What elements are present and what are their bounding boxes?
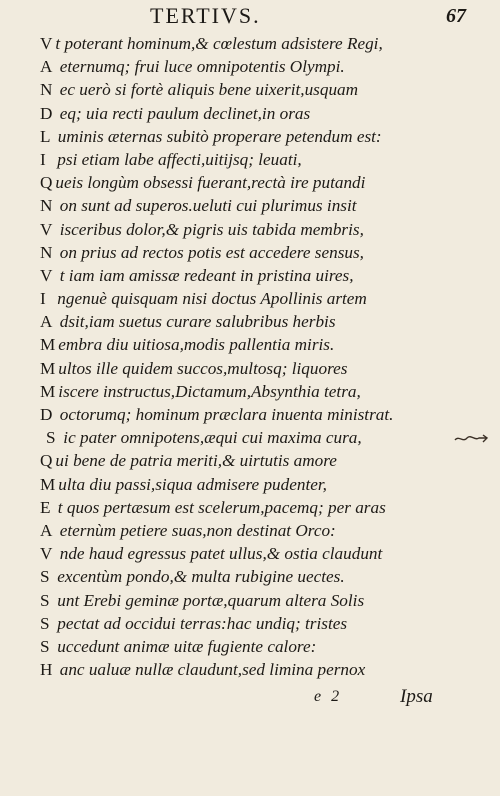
verse-text: ui bene de patria meriti,& uirtutis amore <box>55 451 337 471</box>
verse-line <box>40 171 460 194</box>
verse-block <box>40 32 460 681</box>
verse-initial: M <box>40 474 56 494</box>
verse-text: ec uerò si fortè aliquis bene uixerit,usquam <box>55 80 359 100</box>
verse-line <box>40 380 460 403</box>
verse-initial: N <box>40 80 53 100</box>
page-number: 67 <box>446 5 466 27</box>
verse-line <box>40 519 460 542</box>
verse-text: octorumq; hominum præclara inuenta ministrat. <box>55 405 394 424</box>
verse-initial: D <box>40 103 53 123</box>
verse-text: dsit,iam suetus curare salubribus herbis <box>55 312 336 332</box>
verse-line <box>40 612 460 635</box>
verse-line <box>40 426 460 449</box>
verse-initial: S <box>46 428 56 448</box>
verse-initial: V <box>40 265 53 285</box>
verse-text: uccedunt animæ uitæ fugiente calore: <box>53 636 317 656</box>
verse-text: on prius ad rectos potis est accedere sensus, <box>55 242 364 262</box>
verse-initial: A <box>40 57 53 77</box>
verse-text: unt Erebi geminæ portæ,quarum altera Solis <box>53 590 365 610</box>
verse-initial: I <box>40 149 46 169</box>
verse-initial: E <box>40 497 51 517</box>
verse-initial: A <box>40 520 53 540</box>
verse-line <box>40 565 460 588</box>
page-footer <box>0 686 500 716</box>
verse-text: t poterant hominum,& cœlestum adsistere Regi, <box>55 34 383 53</box>
verse-initial: D <box>40 405 53 424</box>
verse-line <box>40 635 460 658</box>
marginal-pointer-mark <box>453 432 489 446</box>
verse-initial: N <box>40 196 53 216</box>
verse-text: uminis æternas subitò properare petendum est: <box>53 126 382 146</box>
verse-line <box>40 496 460 519</box>
verse-initial: H <box>40 660 53 680</box>
verse-text: on sunt ad superos.ueluti cui plurimus insit <box>55 196 357 216</box>
verse-text: nde haud egressus patet ullus,& ostia claudunt <box>55 544 383 564</box>
verse-line <box>40 473 460 496</box>
verse-initial: M <box>40 335 56 355</box>
verse-line <box>40 357 460 380</box>
verse-line <box>40 264 460 287</box>
verse-text: eternùm petiere suas,non destinat Orco: <box>55 520 336 540</box>
verse-text: excentùm pondo,& multa rubigine uectes. <box>53 567 345 587</box>
verse-text: iscere instructus,Dictamum,Absynthia tetra, <box>58 381 361 401</box>
verse-text: anc ualuæ nullæ claudunt,sed limina pernox <box>55 660 366 680</box>
verse-text: eq; uia recti paulum declinet,in oras <box>55 103 311 123</box>
verse-text: eternumq; frui luce omnipotentis Olympi. <box>55 57 345 77</box>
verse-initial: N <box>40 242 53 262</box>
verse-text: ueis longùm obsessi fuerant,rectà ire putandi <box>55 173 366 193</box>
verse-line <box>40 125 460 148</box>
verse-text: ic pater omnipotens,æqui cui maxima cura, <box>59 428 362 448</box>
verse-line <box>40 78 460 101</box>
verse-initial: L <box>40 126 51 146</box>
verse-line <box>40 542 460 565</box>
verse-text: t quos pertæsum est scelerum,pacemq; per aras <box>53 497 386 517</box>
verse-line <box>40 287 460 310</box>
verse-initial: V <box>40 34 53 53</box>
verse-initial: Q <box>40 173 53 193</box>
verse-initial: V <box>40 544 53 564</box>
verse-line <box>40 102 460 125</box>
verse-text: t iam iam amissæ redeant in pristina uires, <box>55 265 354 285</box>
signature-mark: e 2 <box>314 688 343 705</box>
verse-text: pectat ad occidui terras:hac undiq; tristes <box>53 613 348 633</box>
verse-text: isceribus dolor,& pigris uis tabida membris, <box>55 219 364 239</box>
verse-line <box>40 55 460 78</box>
verse-line <box>40 194 460 217</box>
verse-initial: S <box>40 613 50 633</box>
verse-line <box>40 218 460 241</box>
verse-line <box>40 403 460 426</box>
verse-initial: M <box>40 381 56 401</box>
verse-line <box>40 589 460 612</box>
verse-line <box>40 333 460 356</box>
verse-initial: S <box>40 567 50 587</box>
verse-initial: M <box>40 358 56 378</box>
running-head-title: TERTIVS. <box>150 3 261 28</box>
verse-line <box>40 658 460 681</box>
verse-text: ultos ille quidem succos,multosq; liquores <box>58 358 348 378</box>
verse-initial: A <box>40 312 53 332</box>
verse-initial: S <box>40 636 50 656</box>
verse-text: ulta diu passi,siqua admisere pudenter, <box>58 474 327 494</box>
verse-text: ngenuè quisquam nisi doctus Apollinis artem <box>53 289 367 309</box>
verse-line <box>40 449 460 472</box>
verse-text: embra diu uitiosa,modis pallentia miris. <box>58 335 335 355</box>
verse-initial: I <box>40 289 46 309</box>
verse-initial: S <box>40 590 50 610</box>
verse-line <box>40 32 460 55</box>
verse-text: psi etiam labe affecti,uitijsq; leuati, <box>53 149 302 169</box>
verse-line <box>40 310 460 333</box>
verse-initial: V <box>40 219 53 239</box>
verse-line <box>40 148 460 171</box>
catchword: Ipsa <box>400 686 433 707</box>
running-head <box>0 3 500 29</box>
verse-line <box>40 241 460 264</box>
verse-initial: Q <box>40 451 53 471</box>
